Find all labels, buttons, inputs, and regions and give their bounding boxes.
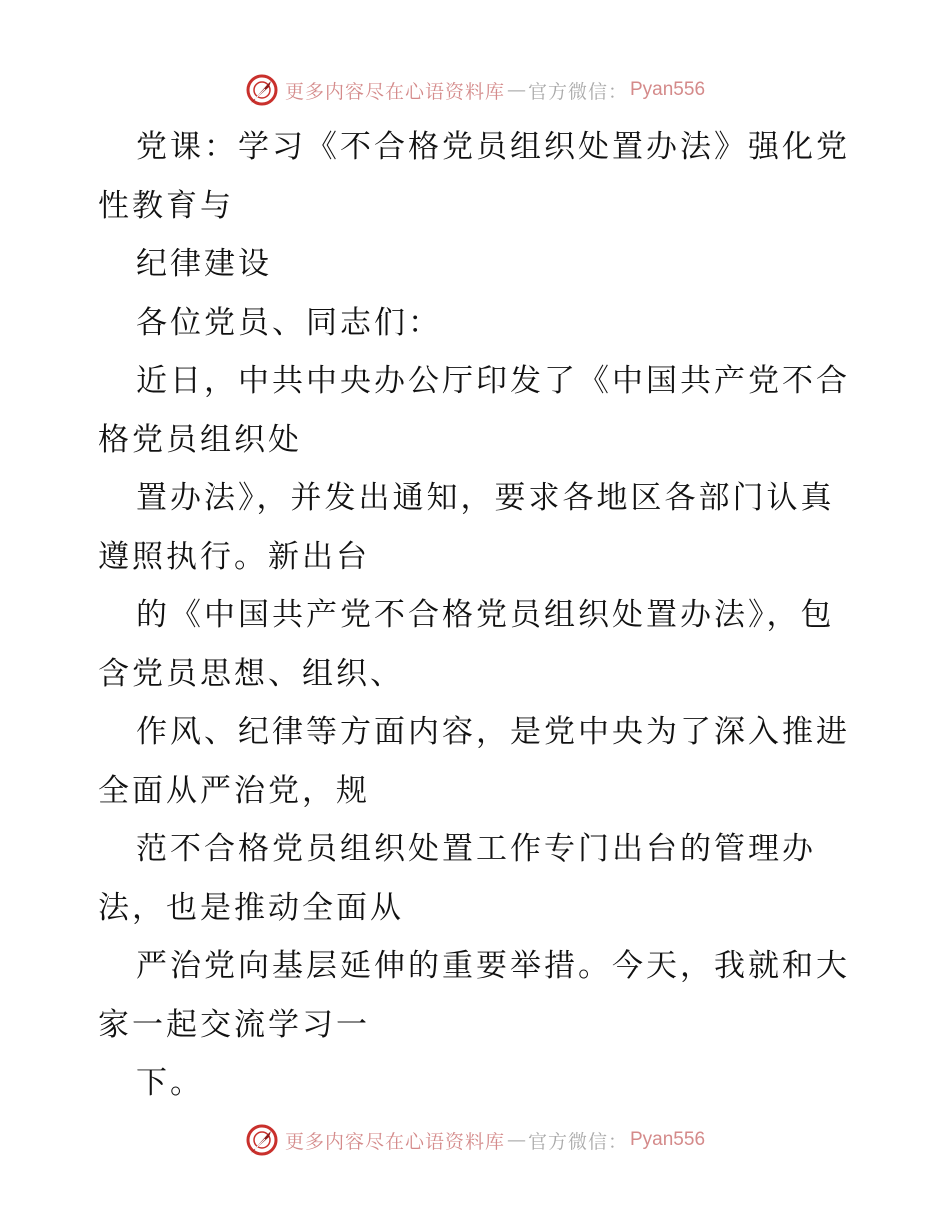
body-line: 近日，中共中央办公厅印发了《中国共产党不合 — [136, 363, 850, 399]
title-line-2: 性教育与 — [98, 187, 234, 224]
banner-text: 更多内容尽在心语资料库 — [284, 1130, 505, 1153]
quill-seal-icon — [245, 73, 279, 107]
banner-dash: — — [506, 79, 526, 101]
banner-text: 更多内容尽在心语资料库 — [284, 80, 505, 103]
body-line: 的《中国共产党不合格党员组织处置办法》，包 — [136, 597, 835, 633]
title-line-3: 纪律建设 — [136, 246, 272, 282]
body-line: 作风、纪律等方面内容，是党中央为了深入推进 — [136, 714, 850, 750]
body-line: 法，也是推动全面从 — [98, 889, 404, 926]
body-line: 范不合格党员组织处置工作专门出台的管理办 — [136, 831, 816, 867]
body-line: 含党员思想、组织、 — [98, 655, 404, 692]
banner-dash: — — [506, 1129, 526, 1151]
banner-wechat-label: 官方微信： — [527, 1130, 628, 1153]
header-watermark-banner — [0, 70, 950, 110]
body-line: 家一起交流学习一 — [98, 1006, 370, 1043]
body-line: 严治党向基层延伸的重要举措。今天，我就和大 — [136, 948, 850, 984]
banner-wechat-id: Pyan556 — [630, 79, 706, 100]
footer-watermark-banner — [0, 1120, 950, 1160]
title-line-1: 党课：学习《不合格党员组织处置办法》强化党 — [136, 129, 850, 165]
body-line: 置办法》，并发出通知，要求各地区各部门认真 — [136, 480, 835, 516]
body-line: 遵照执行。新出台 — [98, 538, 370, 575]
body-line: 下。 — [136, 1065, 204, 1101]
quill-seal-icon — [245, 1123, 279, 1157]
banner-wechat-id: Pyan556 — [630, 1129, 706, 1150]
banner-wechat-label: 官方微信： — [527, 80, 628, 103]
body-line: 全面从严治党，规 — [98, 772, 370, 809]
document-body — [98, 118, 858, 1113]
salutation: 各位党员、同志们： — [136, 304, 442, 341]
body-line: 格党员组织处 — [98, 421, 302, 458]
